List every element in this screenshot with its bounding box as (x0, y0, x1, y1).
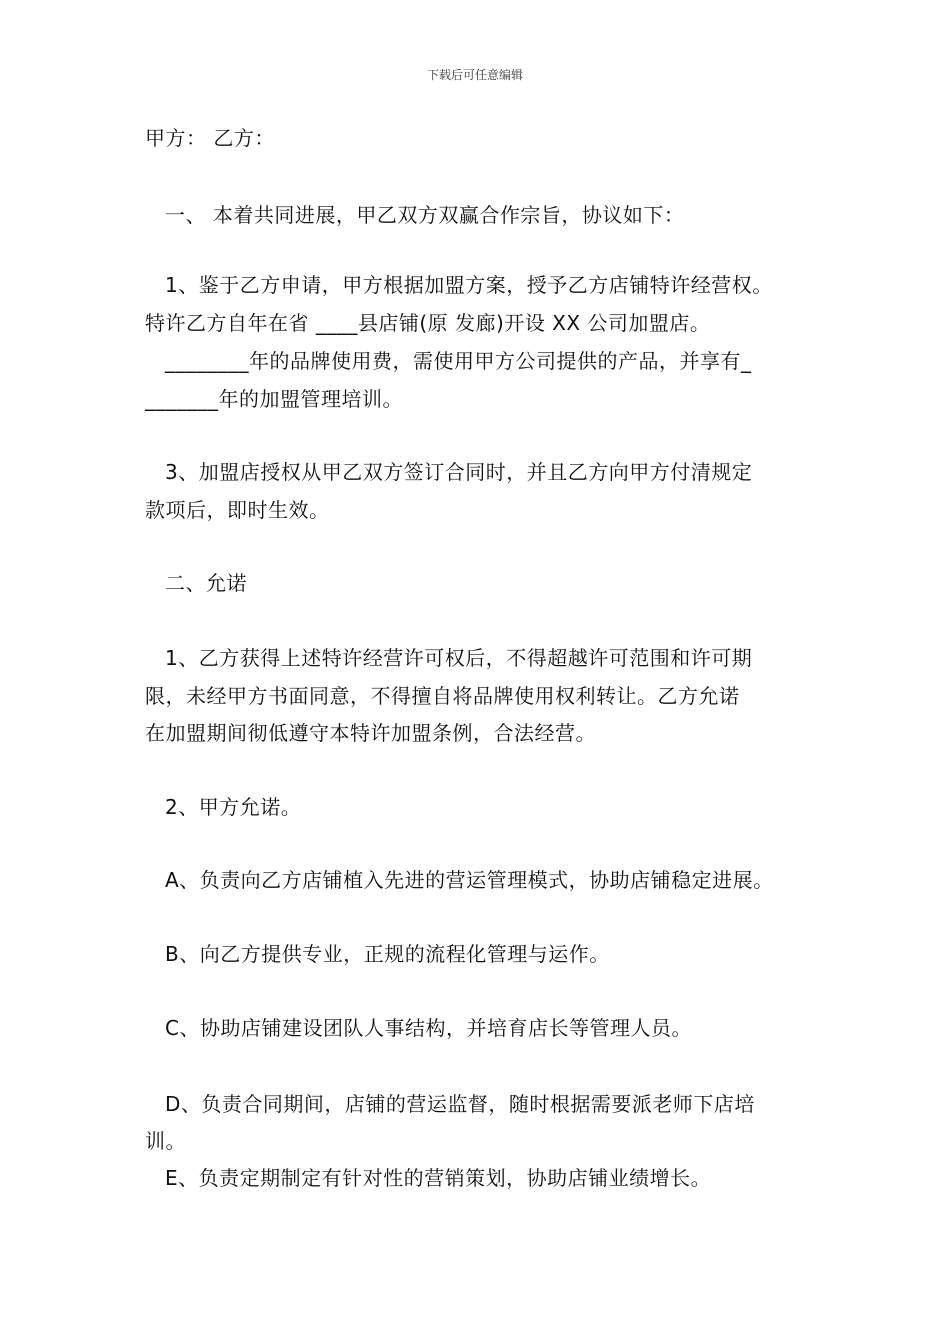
s2-item1-line3: 在加盟期间彻低遵守本特许加盟条例，合法经营。 (145, 721, 596, 745)
item1-line3: ________年的品牌使用费，需使用甲方公司提供的产品，并享有_ (165, 349, 752, 373)
section1-heading: 一、 本着共同进展，甲乙双方双赢合作宗旨，协议如下： (165, 203, 685, 227)
item1-line1: 1、鉴于乙方申请，甲方根据加盟方案，授予乙方店铺特许经营权。 (165, 273, 773, 297)
s2-item1-line1: 1、乙方获得上述特许经营许可权后，不得超越许可范围和许可期 (165, 646, 753, 670)
item3-line1: 3、加盟店授权从甲乙双方签订合同时，并且乙方向甲方付清规定 (165, 460, 753, 484)
item1-line2: 特许乙方自年在省 ____县店铺(原 发廊)开设 XX 公司加盟店。 (145, 311, 711, 335)
parties-line: 甲方： 乙方： (145, 126, 275, 150)
item1-line4: _______年的加盟管理培训。 (145, 387, 403, 411)
clause-d-line1: D、负责合同期间，店铺的营运监督，随时根据需要派老师下店培 (165, 1092, 755, 1116)
s2-item2: 2、甲方允诺。 (165, 795, 302, 819)
page-header-note: 下载后可任意编辑 (426, 68, 523, 82)
clause-e: E、负责定期制定有针对性的营销策划，协助店铺业绩增长。 (165, 1166, 712, 1190)
clause-c: C、协助店铺建设团队人事结构，并培育店长等管理人员。 (165, 1016, 692, 1040)
clause-b: B、向乙方提供专业，正规的流程化管理与运作。 (165, 942, 610, 966)
section2-heading: 二、允诺 (165, 571, 247, 595)
item3-line2: 款项后，即时生效。 (145, 498, 330, 522)
s2-item1-line2: 限，未经甲方书面同意，不得擅自将品牌使用权利转让。乙方允诺 (145, 684, 740, 708)
clause-d-line2: 训。 (145, 1129, 186, 1153)
clause-a: A、负责向乙方店铺植入先进的营运管理模式，协助店铺稳定进展。 (165, 868, 774, 892)
